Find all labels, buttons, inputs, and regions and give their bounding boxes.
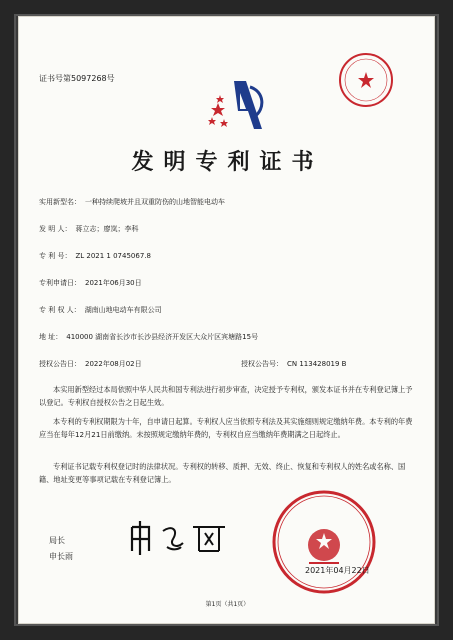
field-label: 地 址：: [39, 333, 63, 341]
field-value: 蒋立志；廖岚；李科: [75, 225, 139, 233]
field-value: ZL 2021 1 0745067.8: [75, 252, 151, 260]
certificate-title: 发明专利证书: [131, 149, 324, 175]
director-name: 申长雨: [49, 552, 73, 561]
certificate-paper: [18, 16, 435, 624]
field-label: 专 利 号：: [39, 252, 72, 260]
company-stamp-icon: [337, 51, 395, 109]
certificate-number: 证书号第5097268号: [39, 74, 115, 83]
certificate-paragraph: 专利证书记载专利权登记时的法律状况。专利权的转移、质押、无效、终止、恢复和专利权人的姓名或名称、国籍、地址变更等事项记载在专利登记簿上。: [39, 462, 406, 484]
field-label: 授权公告号：: [241, 360, 283, 368]
page-footer: 第1页（共1页）: [205, 601, 250, 608]
seal-date: 2021年04月22日: [305, 566, 370, 575]
director-title: 局长: [49, 536, 65, 545]
field-application-date: [39, 278, 142, 288]
field-label: 授权公告日：: [39, 360, 81, 368]
certificate-paragraph: 本实用新型经过本局依照中华人民共和国专利法进行初步审查，决定授予专利权，颁发本证书并在专利登记簿上予以登记。专利权自授权公告之日起生效。: [39, 385, 413, 407]
field-value: 湖南山地电动车有限公司: [84, 306, 162, 314]
field-label: 实用新型名：: [39, 198, 81, 206]
national-ip-office-seal-icon: [269, 487, 379, 597]
field-value: 410000 湖南省长沙市长沙县经济开发区大众片区宾塘路15号: [66, 333, 259, 341]
field-value: 2022年08月02日: [85, 360, 142, 368]
field-publication-number: [241, 359, 346, 369]
certificate-paragraph: 本专利的专利权期限为十年，自申请日起算。专利权人应当依照专利法及其实施细则规定缴纳年费。本专利的年费应当在每年12月21日前缴纳。未按照规定缴纳年费的，专利权自应当缴纳年费期满之日起终止。: [39, 417, 413, 439]
field-patentee: [39, 305, 162, 315]
field-value: 2021年06月30日: [85, 279, 142, 287]
field-patent-number: [39, 251, 151, 261]
field-value: 一种持续爬坡并且双重防伤的山地智能电动车: [85, 198, 225, 206]
director-signature-icon: [127, 517, 237, 557]
patent-office-logo-icon: [204, 69, 274, 139]
field-label: 发 明 人：: [39, 225, 72, 233]
field-value: CN 113428019 B: [287, 360, 347, 368]
field-utility-name: [39, 197, 225, 207]
field-label: 专 利 权 人：: [39, 306, 81, 314]
field-address: [39, 332, 258, 342]
field-label: 专利申请日：: [39, 279, 81, 287]
field-inventors: [39, 224, 138, 234]
field-grant-date: [39, 359, 142, 369]
